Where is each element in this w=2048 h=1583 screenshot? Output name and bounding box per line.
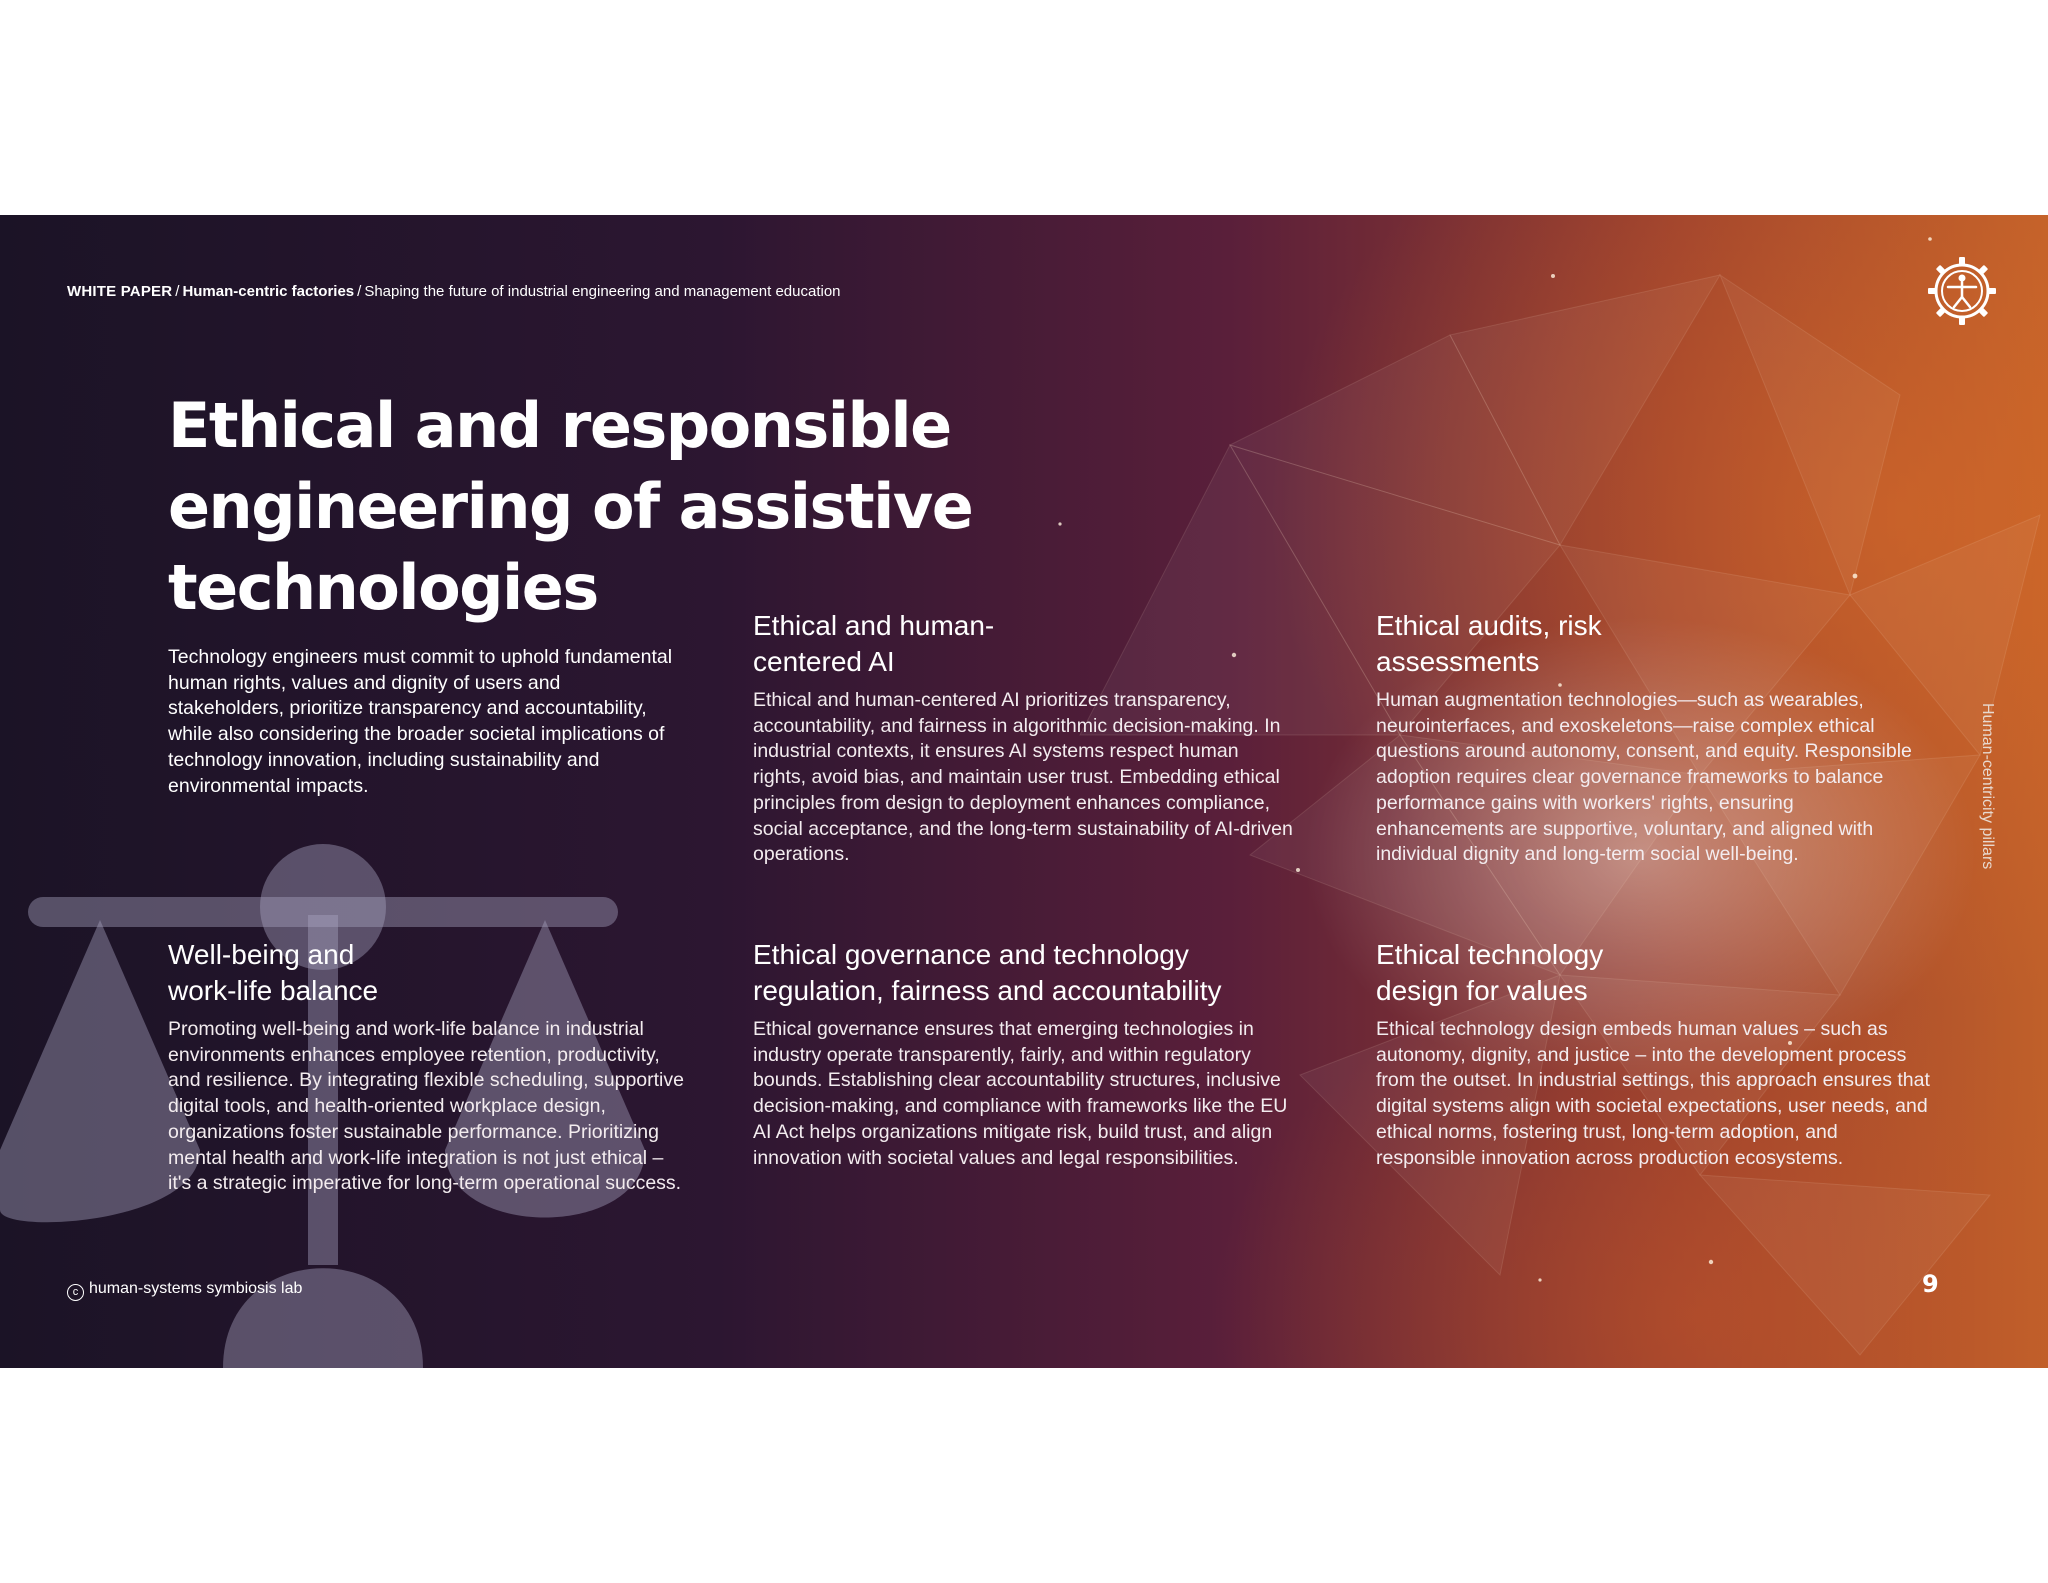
breadcrumb-subtitle: Shaping the future of industrial engineering and management education [364,283,841,300]
section-title: Ethical technology design for values [1376,939,1604,1006]
section-title: Ethical and human- centered AI [753,610,995,677]
section-body: Promoting well-being and work-life balance in industrial environments enhances employee retention, productivity, and resilience. By integrating flexible scheduling, supportive digital tools, and health-oriented workplace design, organizations foster sustainable performance. Prioritizing mental health and work-life integration is not just ethical – it's a strategic imperative for long-term operational success. [168,1018,684,1195]
section-title: Ethical audits, risk assessments [1376,610,1602,677]
footer [67,1280,302,1301]
section-body: Ethical governance ensures that emerging technologies in industry operate transparently, fairly, and within regulatory bounds. Establishing clear accountability structures, inclusive decision-making, and compliance with frameworks like the EU AI Act helps organizations mitigate risk, build trust, and align innovation with societal values and legal responsibilities. [753,1018,1288,1169]
section-ethical-governance [753,937,1308,1171]
side-label: Human-centricity pillars [1979,703,1996,870]
breadcrumb: WHITE PAPER / Human-centric factories / Shaping the future of industrial engineering and management education [67,283,841,300]
section-title: Ethical governance and technology regulation, fairness and accountability [753,939,1222,1006]
section-technology-design [1376,937,1931,1171]
copyright-icon: c [67,1284,84,1301]
breadcrumb-brand: WHITE PAPER [67,283,173,300]
section-body: Ethical and human-centered AI prioritizes transparency, accountability, and fairness in algorithmic decision-making. In industrial contexts, it ensures AI systems respect human rights, avoid bias, and maintain user trust. Embedding ethical principles from design to deployment enhances compliance, social acceptance, and the long-term sustainability of AI-driven operations. [753,689,1293,866]
section-body: Human augmentation technologies—such as wearables, neurointerfaces, and exoskeletons—raise complex ethical questions around autonomy, consent, and equity. Responsible adoption requires clear governance frameworks to balance performance gains with workers' rights, ensuring enhancements are supportive, voluntary, and aligned with individual dignity and long-term social well-being. [1376,689,1912,866]
section-title: Well-being and work-life balance [168,939,379,1006]
page-title: Ethical and responsible engineering of assistive technologies [168,389,973,624]
page-number: 9 [1922,1270,1939,1298]
footer-org: human-systems symbiosis lab [89,1280,303,1297]
section-ethical-audits [1376,608,1926,868]
slide [0,215,2048,1368]
intro-paragraph: Technology engineers must commit to uphold fundamental human rights, values and dignity of users and stakeholders, prioritize transparency and accountability, while also considering the broader societal implications of technology innovation, including sustainability and environmental impacts. [168,646,673,797]
breadcrumb-section: Human-centric factories [182,283,355,300]
section-well-being [168,937,688,1197]
section-body: Ethical technology design embeds human values – such as autonomy, dignity, and justice – into the development process from the outset. In industrial settings, this approach ensures that digital systems align with societal expectations, user needs, and ethical norms, fostering trust, long-term adoption, and responsible innovation across production ecosystems. [1376,1018,1930,1169]
section-ethical-ai [753,608,1293,868]
vitruvian-gear-icon [1926,255,1998,327]
